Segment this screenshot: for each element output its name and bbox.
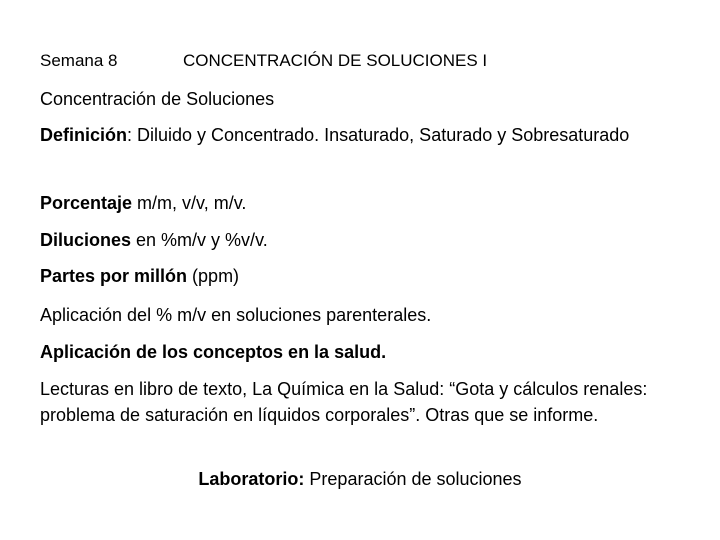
- aplicacion-conceptos-text: Aplicación de los conceptos en la salud.: [40, 342, 387, 362]
- subtitle-text: Concentración de Soluciones: [40, 89, 275, 109]
- partes-text: (ppm): [187, 266, 240, 286]
- subtitle: [40, 86, 690, 112]
- diluciones-label: Diluciones: [40, 230, 132, 250]
- diluciones-text: en %m/v y %v/v.: [131, 230, 268, 250]
- week-label: Semana 8: [40, 51, 118, 70]
- laboratorio-text: Preparación de soluciones: [304, 469, 522, 489]
- laboratorio-item: [0, 466, 720, 492]
- aplicacion-conceptos-item: [40, 339, 690, 365]
- aplicacion-mv-text: Aplicación del % m/v en soluciones parenterales.: [40, 305, 432, 325]
- slide-title: [40, 50, 549, 72]
- definicion-text: : Diluido y Concentrado. Insaturado, Saturado y Sobresaturado: [127, 125, 630, 145]
- diluciones-item: [40, 227, 690, 253]
- laboratorio-label: Laboratorio:: [198, 469, 305, 489]
- topic-title: CONCENTRACIÓN DE SOLUCIONES I: [183, 51, 488, 70]
- porcentaje-item: [40, 190, 690, 216]
- partes-label: Partes por millón: [40, 266, 188, 286]
- partes-item: [40, 263, 690, 289]
- porcentaje-text: m/m, v/v, m/v.: [132, 193, 247, 213]
- definicion-item: [40, 122, 690, 148]
- aplicacion-mv-item: [40, 302, 690, 328]
- definicion-label: Definición: [40, 125, 128, 145]
- porcentaje-label: Porcentaje: [40, 193, 133, 213]
- lecturas-item: [40, 376, 690, 428]
- lecturas-text: Lecturas en libro de texto, La Química en la Salud: “Gota y cálculos renales: problema de saturación en líquidos corporales”. Otras que se informe.: [40, 379, 648, 425]
